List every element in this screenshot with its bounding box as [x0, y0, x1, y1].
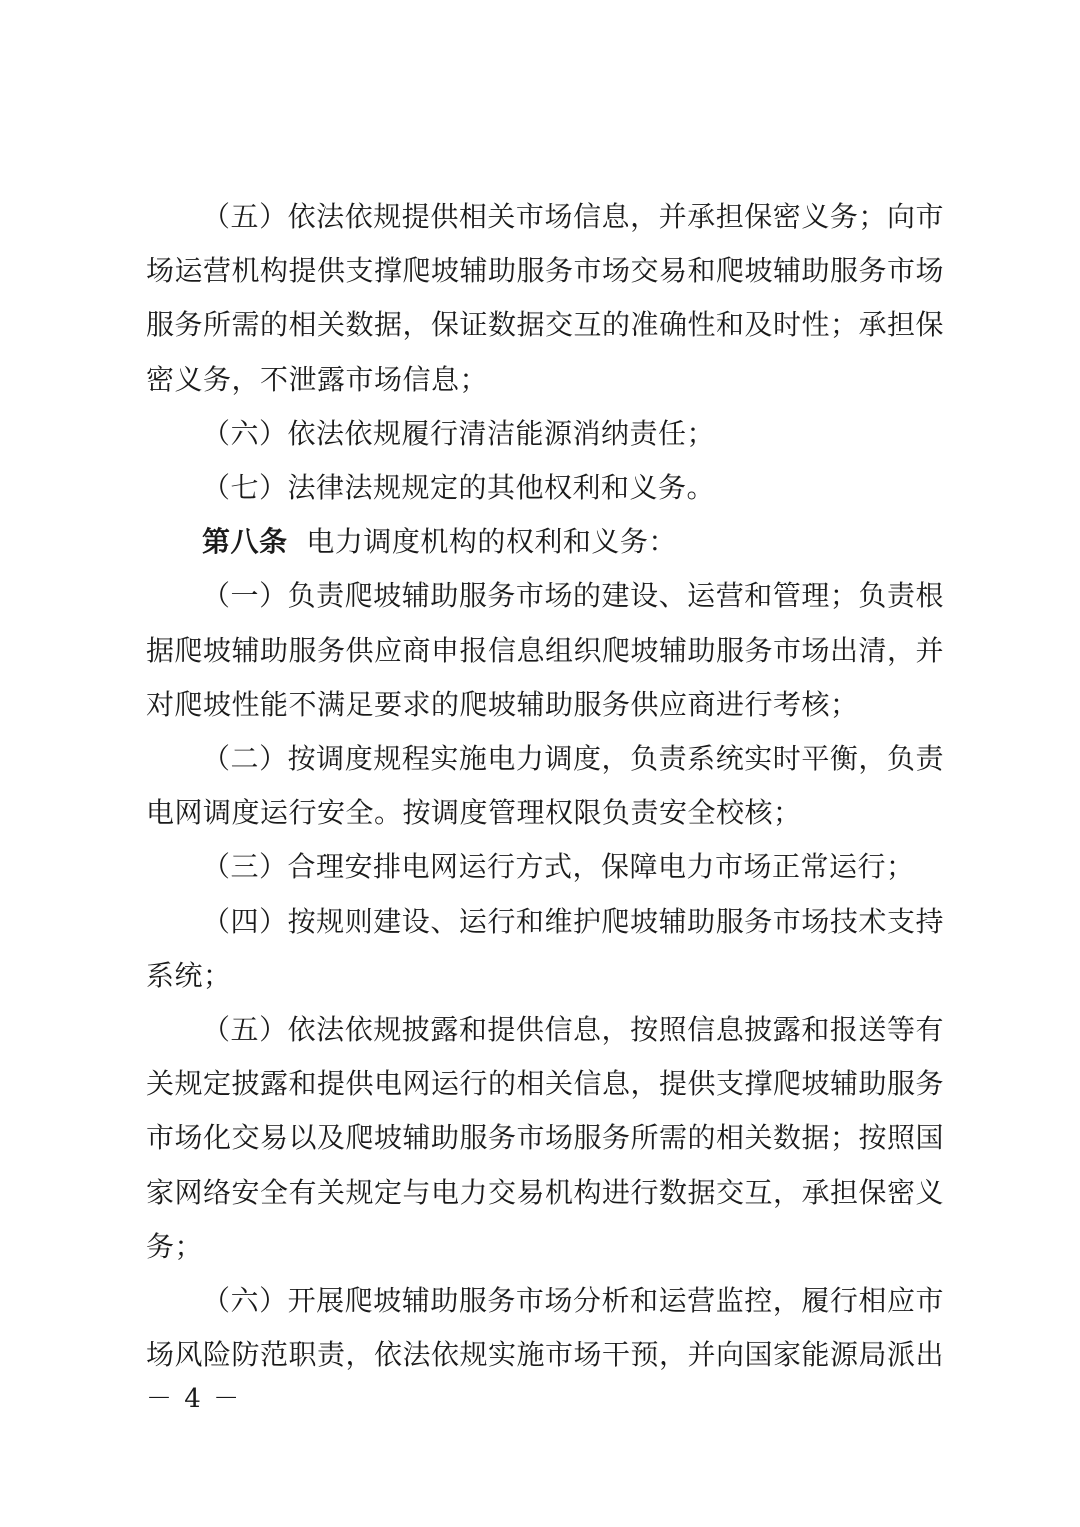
article-8-item-6: （六）开展爬坡辅助服务市场分析和运营监控，履行相应市场风险防范职责，依法依规实施市场干预，并向国家能源局派出	[146, 1284, 945, 1372]
article-8-item-1: （一）负责爬坡辅助服务市场的建设、运营和管理；负责根据爬坡辅助服务供应商申报信息组织爬坡辅助服务市场出清，并对爬坡性能不满足要求的爬坡辅助服务供应商进行考核；	[146, 579, 945, 721]
article-8-heading-line	[146, 515, 944, 569]
article-8-item-3: （三）合理安排电网运行方式，保障电力市场正常运行；	[202, 850, 915, 884]
paragraph-item-5: （五）依法依规提供相关市场信息，并承担保密义务；向市场运营机构提供支撑爬坡辅助服务市场交易和爬坡辅助服务市场服务所需的相关数据，保证数据交互的准确性和及时性；承担保密义务，不泄露市场信息；	[146, 200, 945, 396]
paragraph-item-7: （七）法律法规规定的其他权利和义务。	[202, 471, 716, 505]
article-8-number: 第八条	[202, 525, 288, 559]
paragraph-item-6: （六）依法依规履行清洁能源消纳责任；	[202, 416, 716, 450]
page-number: － 4 －	[146, 1384, 242, 1414]
article-8-item-4: （四）按规则建设、运行和维护爬坡辅助服务市场技术支持系统；	[146, 904, 944, 992]
article-8-title: 电力调度机构的权利和义务：	[306, 525, 677, 559]
article-8-item-2: （二）按调度规程实施电力调度，负责系统实时平衡，负责电网调度运行安全。按调度管理权限负责安全校核；	[146, 742, 944, 830]
document-body	[146, 190, 944, 1382]
article-8-item-5: （五）依法依规披露和提供信息，按照信息披露和报送等有关规定披露和提供电网运行的相关信息，提供支撑爬坡辅助服务市场化交易以及爬坡辅助服务市场服务所需的相关数据；按照国家网络安全有关规定与电力交易机构进行数据交互，承担保密义务；	[146, 1013, 945, 1263]
